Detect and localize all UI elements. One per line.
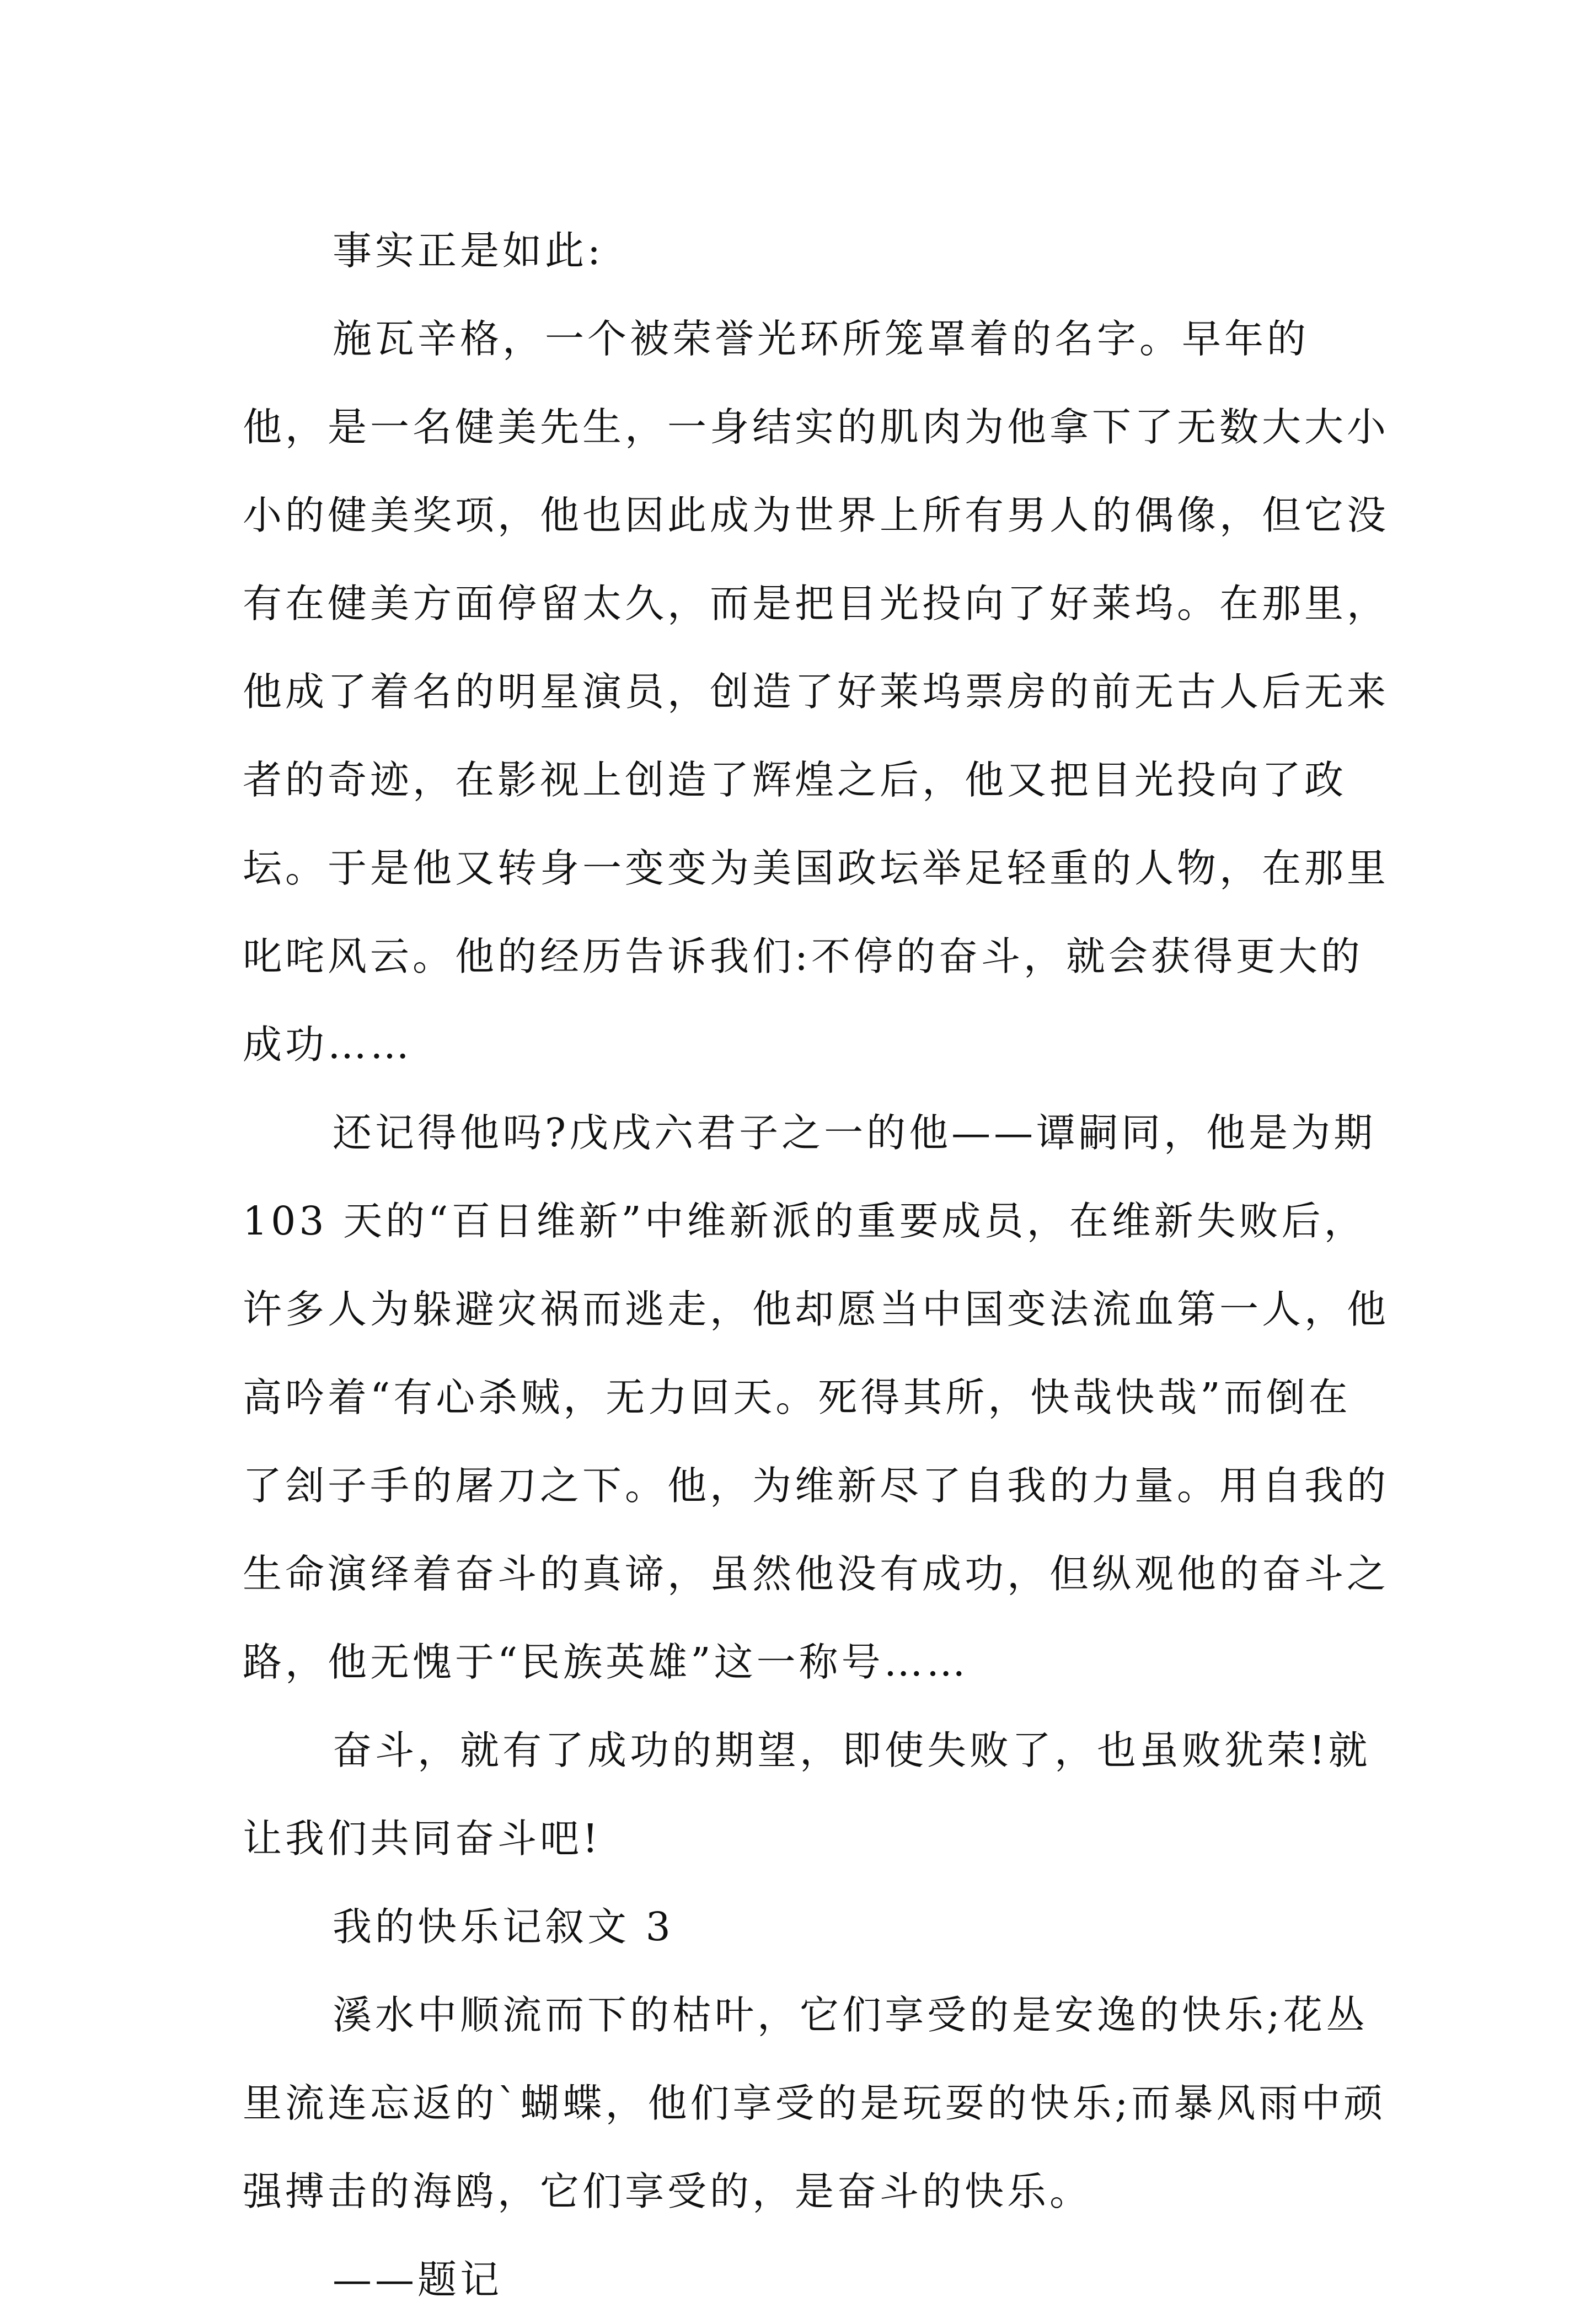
paragraph-epigraph: 溪水中顺流而下的枯叶，它们享受的是安逸的快乐;花丛里流连忘返的`蝴蝶，他们享受的是玩耍的快乐;而暴风雨中顽强搏击的海鸥，它们享受的，是奋斗的快乐。 xyxy=(243,1992,1386,2214)
paragraph-tan-sitong: 还记得他吗?戊戌六君子之一的他——谭嗣同，他是为期 103 天的“百日维新”中维新派的重要成员，在维新失败后，许多人为躲避灾祸而逃走，他却愿当中国变法流血第一人，他高吟着“有心杀贼，无力回天。死得其所，快哉快哉”而倒在了刽子手的屠刀之下。他，为维新尽了自我的力量。用自我的生命演绎着奋斗的真谛，虽然他没有成功，但纵观他的奋斗之路，他无愧于“民族英雄”这一称号…… xyxy=(243,1110,1390,1685)
paragraph-schwarzenegger: 施瓦辛格，一个被荣誉光环所笼罩着的名字。早年的他，是一名健美先生，一身结实的肌肉为他拿下了无数大大小小的健美奖项，他也因此成为世界上所有男人的偶像，但它没有在健美方面停留太久，而是把目光投向了好莱坞。在那里，他成了着名的明星演员，创造了好莱坞票房的前无古人后无来者的奇迹，在影视上创造了辉煌之后，他又把目光投向了政坛。于是他又转身一变变为美国政坛举足轻重的人物，在那里叱咤风云。他的经历告诉我们:不停的奋斗，就会获得更大的成功…… xyxy=(243,316,1390,1067)
document-body xyxy=(243,207,1390,2324)
paragraph-conclusion: 奋斗，就有了成功的期望，即使失败了，也虽败犹荣!就让我们共同奋斗吧! xyxy=(243,1727,1371,1861)
paragraph-intro: 事实正是如此: xyxy=(333,228,604,273)
epigraph-attribution: ——题记 xyxy=(333,2257,503,2302)
essay-title: 我的快乐记叙文 3 xyxy=(333,1904,674,1950)
